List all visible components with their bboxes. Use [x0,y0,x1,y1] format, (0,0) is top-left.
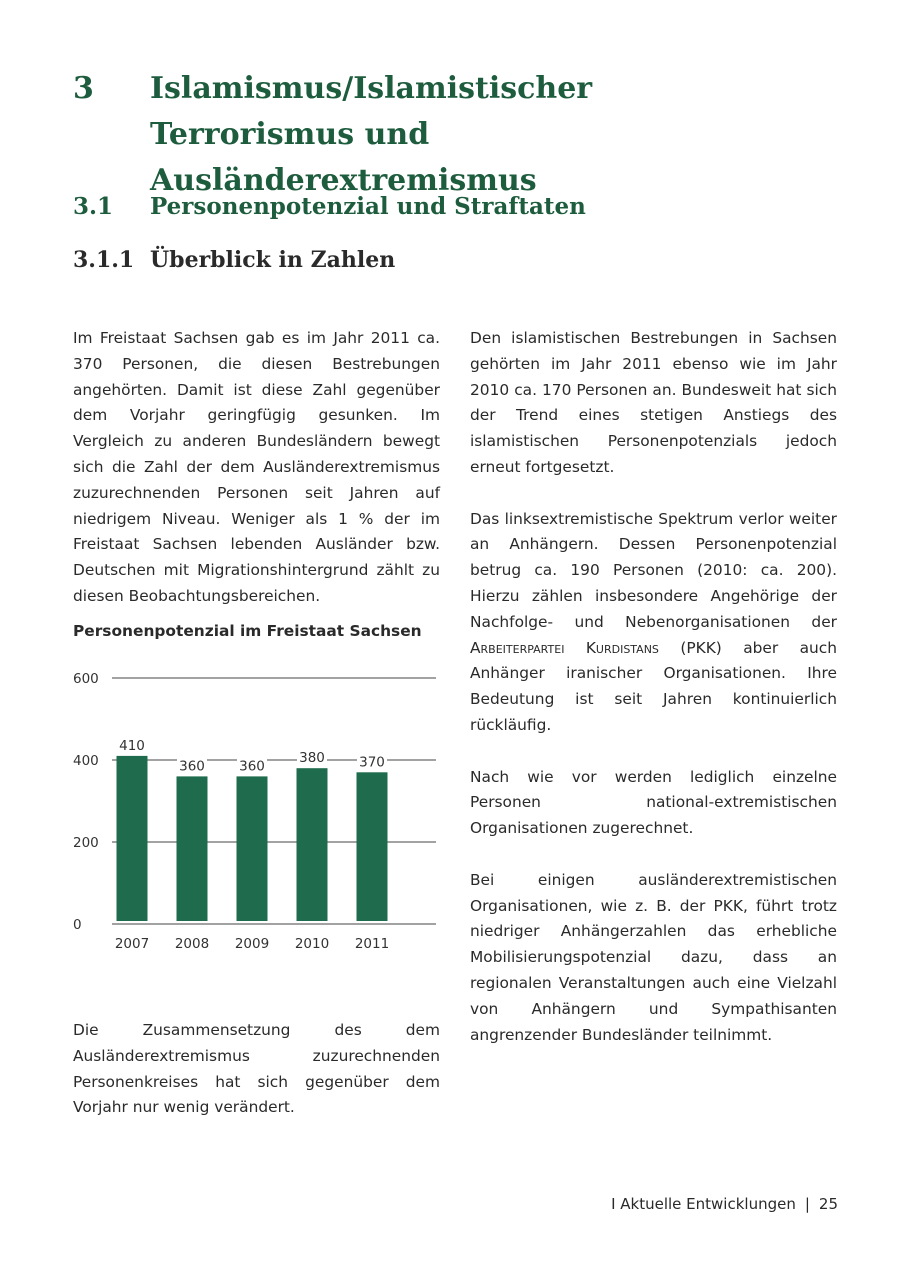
x-tick-label-2009: 2009 [234,936,270,952]
section-number: 3.1 [73,193,114,220]
bar-chart [60,660,450,970]
page-number: 25 [818,1195,838,1213]
right-paragraph-2-start: Das linksextremistische Spektrum verlor weiter an Anhängern. Dessen Personenpotenzial betrug ca. 190 Personen (2010: ca. 200). Hierzu zählen insbesondere Angehörige der Nachfolge- und Nebenorganisationen der [470,509,837,631]
subsection-number: 3.1.1 [73,247,135,273]
value-label-2007: 410 [119,737,145,754]
chapter-title: Islamismus/Islamistischer Terrorismus und Ausländerextremismus [150,71,593,198]
y-tick-label: 400 [73,753,99,769]
left-paragraph-2: Die Zusammensetzung des dem Ausländerextremismus zuzurechnenden Personenkreises hat sich gegenüber dem Vorjahr nur wenig verändert. [73,1021,440,1117]
right-paragraph-2 [470,507,837,739]
left-column-bottom [73,1018,440,1147]
x-tick-label-2011: 2011 [354,936,390,952]
page-footer [611,1195,838,1213]
y-tick-label: 0 [73,917,82,933]
bar-2011 [357,772,388,921]
bar-2007 [117,756,148,921]
x-tick-label-2010: 2010 [294,936,330,952]
right-paragraph-2-end: (PKK) aber auch Anhänger iranischer Organisationen. Ihre Bedeutung ist seit Jahren kontinuierlich rückläufig. [470,638,837,734]
value-label-2011: 370 [359,754,385,771]
right-paragraph-3: Nach wie vor werden lediglich einzelne Personen national-extremistischen Organisationen zugerechnet. [470,767,837,838]
left-column-top [73,326,440,636]
footer-section: I Aktuelle Entwicklungen [611,1195,796,1213]
value-label-2008: 360 [179,758,205,775]
right-paragraph-1: Den islamistischen Bestrebungen in Sachsen gehörten im Jahr 2011 ebenso wie im Jahr 2010 ca. 170 Personen an. Bundesweit hat sich der Trend eines stetigen Anstiegs des islamistischen Personenpotenzials jedoch erneut fortgesetzt. [470,329,837,476]
subsection-title: Überblick in Zahlen [150,247,396,273]
bar-2009 [237,776,268,921]
chart-title: Personenpotenzial im Freistaat Sachsen [73,622,422,640]
right-column [470,326,837,1074]
x-tick-label-2008: 2008 [174,936,210,952]
organization-name: Arbeiterpartei Kurdistans [470,638,659,657]
left-paragraph-1: Im Freistaat Sachsen gab es im Jahr 2011 ca. 370 Personen, die diesen Bestrebungen angehörten. Damit ist diese Zahl gegenüber dem Vorjahr geringfügig gesunken. Im Vergleich zu anderen Bundesländern bewegt sich die Zahl der dem Ausländerextremismus zuzurechnenden Personen seit Jahren auf niedrigem Niveau. Weniger als 1 % der im Freistaat Sachsen lebenden Ausländer bzw. Deutschen mit Migrationshintergrund zählt zu diesen Beobachtungsbereichen. [73,329,440,605]
section-title: Personenpotenzial und Straftaten [150,193,586,220]
value-label-2009: 360 [239,758,265,775]
chapter-number: 3 [73,71,94,106]
bar-2010 [297,768,328,921]
y-tick-label: 200 [73,835,99,851]
footer-separator: | [804,1195,810,1213]
x-tick-label-2007: 2007 [114,936,150,952]
right-paragraph-4: Bei einigen ausländerextremistischen Organisationen, wie z. B. der PKK, führt trotz niedriger Anhängerzahlen das erhebliche Mobilisierungspotenzial dazu, dass an regionalen Veranstaltungen auch eine Vielzahl von Anhängern und Sympathisanten angrenzender Bundesländer teilnimmt. [470,870,837,1044]
bar-2008 [177,776,208,921]
value-label-2010: 380 [299,750,325,767]
y-tick-label: 600 [73,671,99,687]
